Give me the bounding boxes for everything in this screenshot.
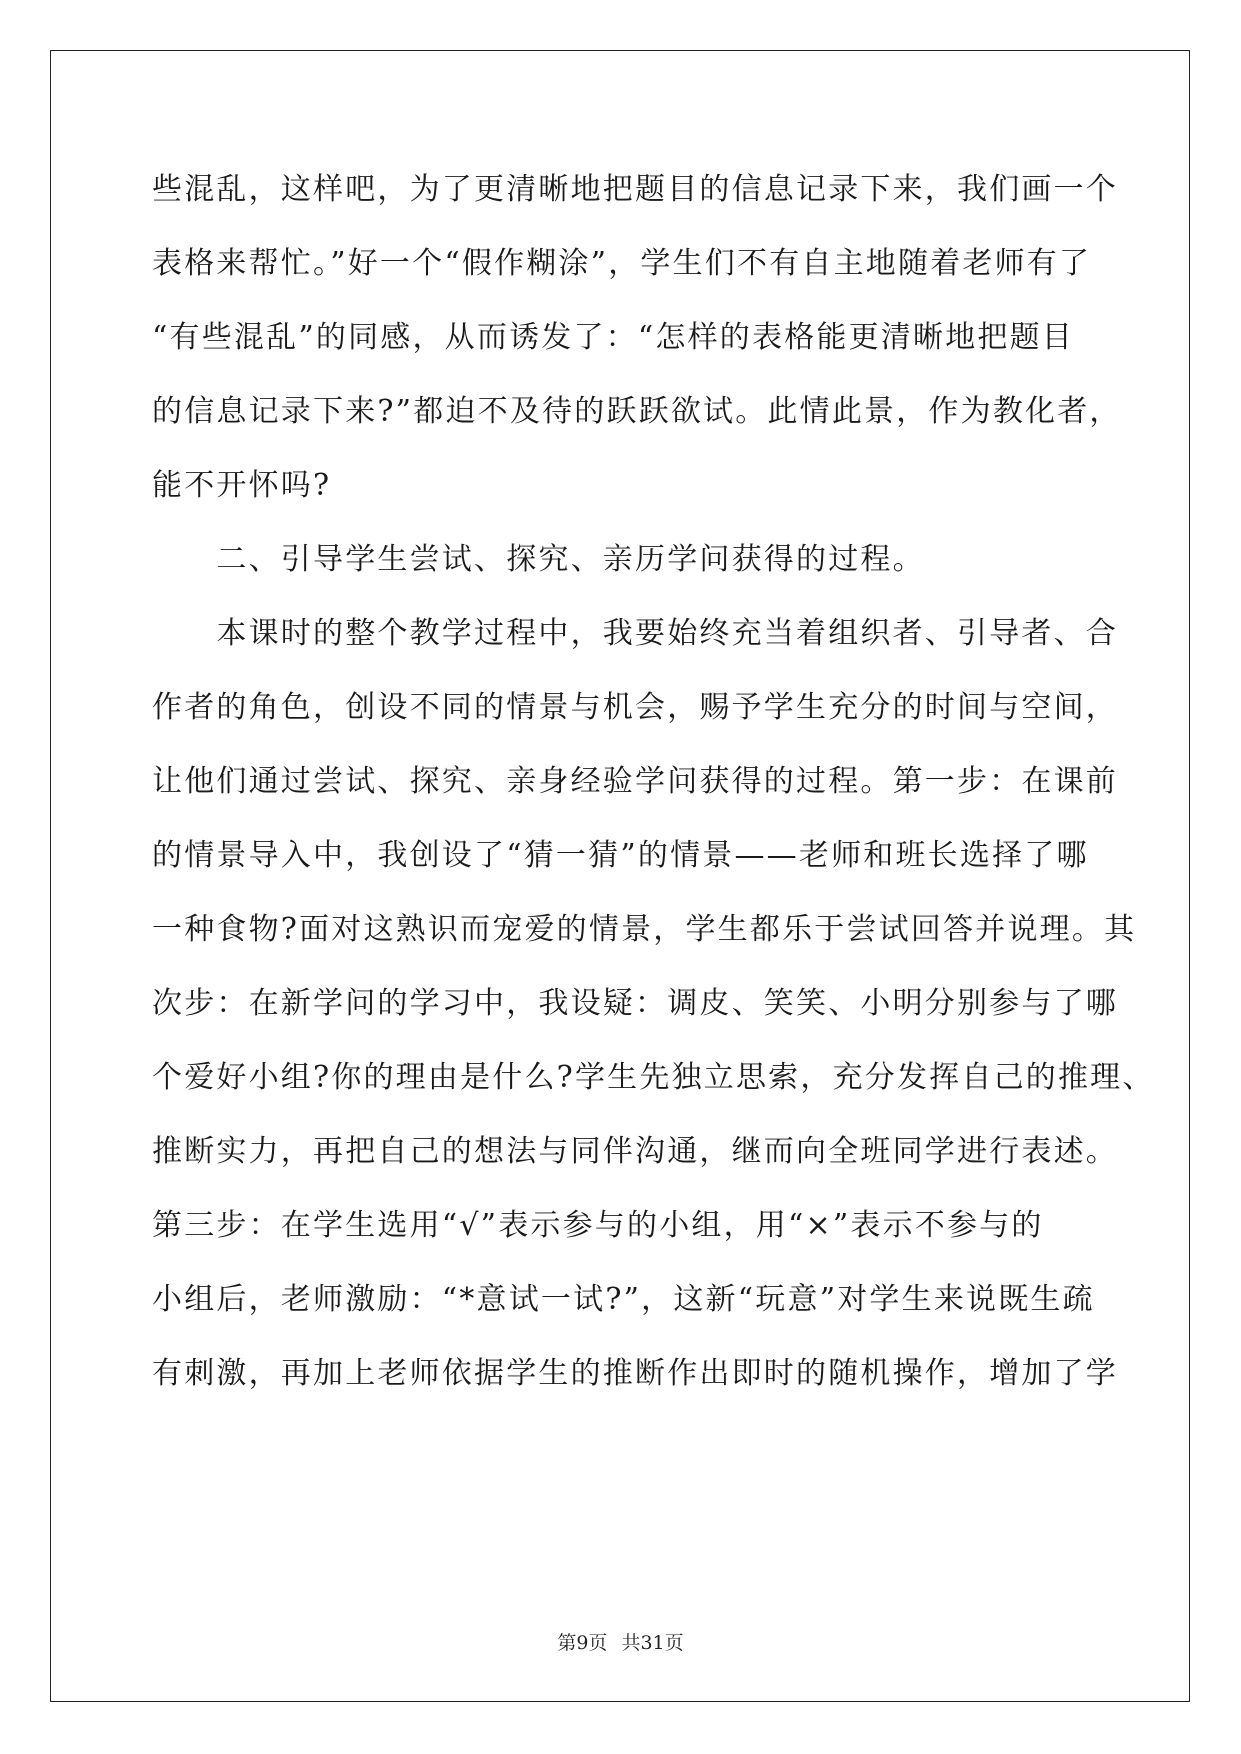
text-line: 一种食物?面对这熟识而宠爱的情景，学生都乐于尝试回答并说理。其: [152, 912, 1137, 947]
text-line: 的信息记录下来?”都迫不及待的跃跃欲试。此情此景，作为教化者，: [152, 394, 1122, 429]
text-line: 能不开怀吗?: [152, 468, 332, 503]
text-line: “有些混乱”的同感，从而诱发了：“怎样的表格能更清晰地把题目: [152, 320, 1075, 355]
text-line: 表格来帮忙。”好一个“假作糊涂”，学生们不有自主地随着老师有了: [152, 246, 1092, 281]
page-number: 第9页: [557, 1632, 608, 1654]
text-line: 的情景导入中，我创设了“猜一猜”的情景——老师和班长选择了哪: [152, 838, 1089, 873]
page-total: 共31页: [621, 1632, 684, 1654]
text-line: 个爱好小组?你的理由是什么?学生先独立思索，充分发挥自己的推理、: [152, 1060, 1155, 1095]
text-line: 本课时的整个教学过程中，我要始终充当着组织者、引导者、合: [152, 616, 1118, 651]
text-line: 作者的角色，创设不同的情景与机会，赐予学生充分的时间与空间，: [152, 690, 1118, 725]
text-line: 第三步：在学生选用“√”表示参与的小组，用“×”表示不参与的: [152, 1208, 1044, 1243]
page-footer: [0, 1628, 1241, 1655]
text-line: 推断实力，再把自己的想法与同伴沟通，继而向全班同学进行表述。: [152, 1134, 1118, 1169]
text-line: 小组后，老师激励：“*意试一试?”，这新“玩意”对学生来说既生疏: [152, 1282, 1095, 1317]
text-line: 些混乱，这样吧，为了更清晰地把题目的信息记录下来，我们画一个: [152, 172, 1118, 207]
text-line: 次步：在新学问的学习中，我设疑：调皮、笑笑、小明分别参与了哪: [152, 986, 1118, 1021]
section-heading: 二、引导学生尝试、探究、亲历学问获得的过程。: [152, 542, 925, 577]
text-line: 让他们通过尝试、探究、亲身经验学问获得的过程。第一步：在课前: [152, 764, 1118, 799]
page-border: [50, 50, 1190, 1702]
text-line: 有刺激，再加上老师依据学生的推断作出即时的随机操作，增加了学: [152, 1356, 1118, 1391]
